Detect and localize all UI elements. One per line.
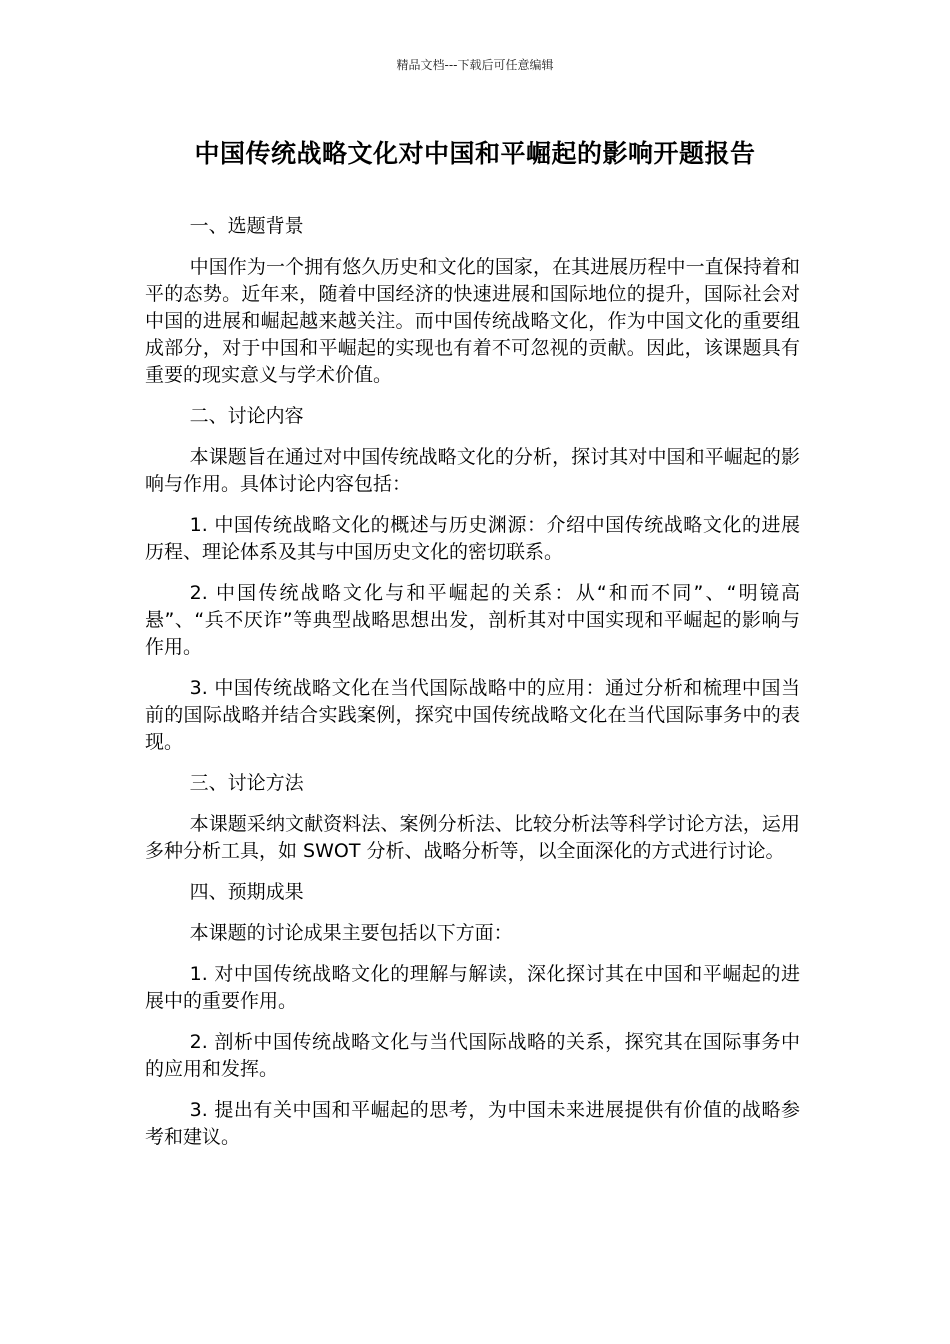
list-item-content-3: 3. 中国传统战略文化在当代国际战略中的应用：通过分析和梳理中国当前的国际战略并结合实践案例，探究中国传统战略文化在当代国际事务中的表现。 xyxy=(145,677,800,753)
list-item-content-2: 2. 中国传统战略文化与和平崛起的关系：从“和而不同”、“明镜高悬”、“兵不厌诈”等典型战略思想出发，剖析其对中国实现和平崛起的影响与作用。 xyxy=(145,582,800,658)
paragraph-background: 中国作为一个拥有悠久历史和文化的国家，在其进展历程中一直保持着和平的态势。近年来，随着中国经济的快速进展和国际地位的提升，国际社会对中国的进展和崛起越来越关注。而中国传统战略文化，作为中国文化的重要组成部分，对于中国和平崛起的实现也有着不可忽视的贡献。因此，该课题具有重要的现实意义与学术价值。 xyxy=(145,256,800,386)
section-heading-background: 一、选题背景 xyxy=(189,215,304,237)
list-item-results-3: 3. 提出有关中国和平崛起的思考，为中国未来进展提供有价值的战略参考和建议。 xyxy=(145,1099,800,1148)
paragraph-methods: 本课题采纳文献资料法、案例分析法、比较分析法等科学讨论方法，运用多种分析工具，如 SWOT 分析、战略分析等，以全面深化的方式进行讨论。 xyxy=(145,813,800,862)
list-item-content-1: 1. 中国传统战略文化的概述与历史渊源：介绍中国传统战略文化的进展历程、理论体系及其与中国历史文化的密切联系。 xyxy=(145,514,800,563)
section-heading-content: 二、讨论内容 xyxy=(189,405,304,427)
document-body xyxy=(145,213,800,1165)
list-item-results-2: 2. 剖析中国传统战略文化与当代国际战略的关系，探究其在国际事务中的应用和发挥。 xyxy=(145,1031,800,1080)
document-title: 中国传统战略文化对中国和平崛起的影响开题报告 xyxy=(194,139,756,168)
section-heading-methods: 三、讨论方法 xyxy=(189,772,304,794)
section-heading-results: 四、预期成果 xyxy=(189,881,304,903)
paragraph-content-intro: 本课题旨在通过对中国传统战略文化的分析，探讨其对中国和平崛起的影响与作用。具体讨论内容包括： xyxy=(145,446,800,495)
paragraph-results-intro: 本课题的讨论成果主要包括以下方面： xyxy=(189,922,513,944)
list-item-results-1: 1. 对中国传统战略文化的理解与解读，深化探讨其在中国和平崛起的进展中的重要作用。 xyxy=(145,963,800,1012)
page-header: 精品文档---下载后可任意编辑 xyxy=(396,58,554,72)
